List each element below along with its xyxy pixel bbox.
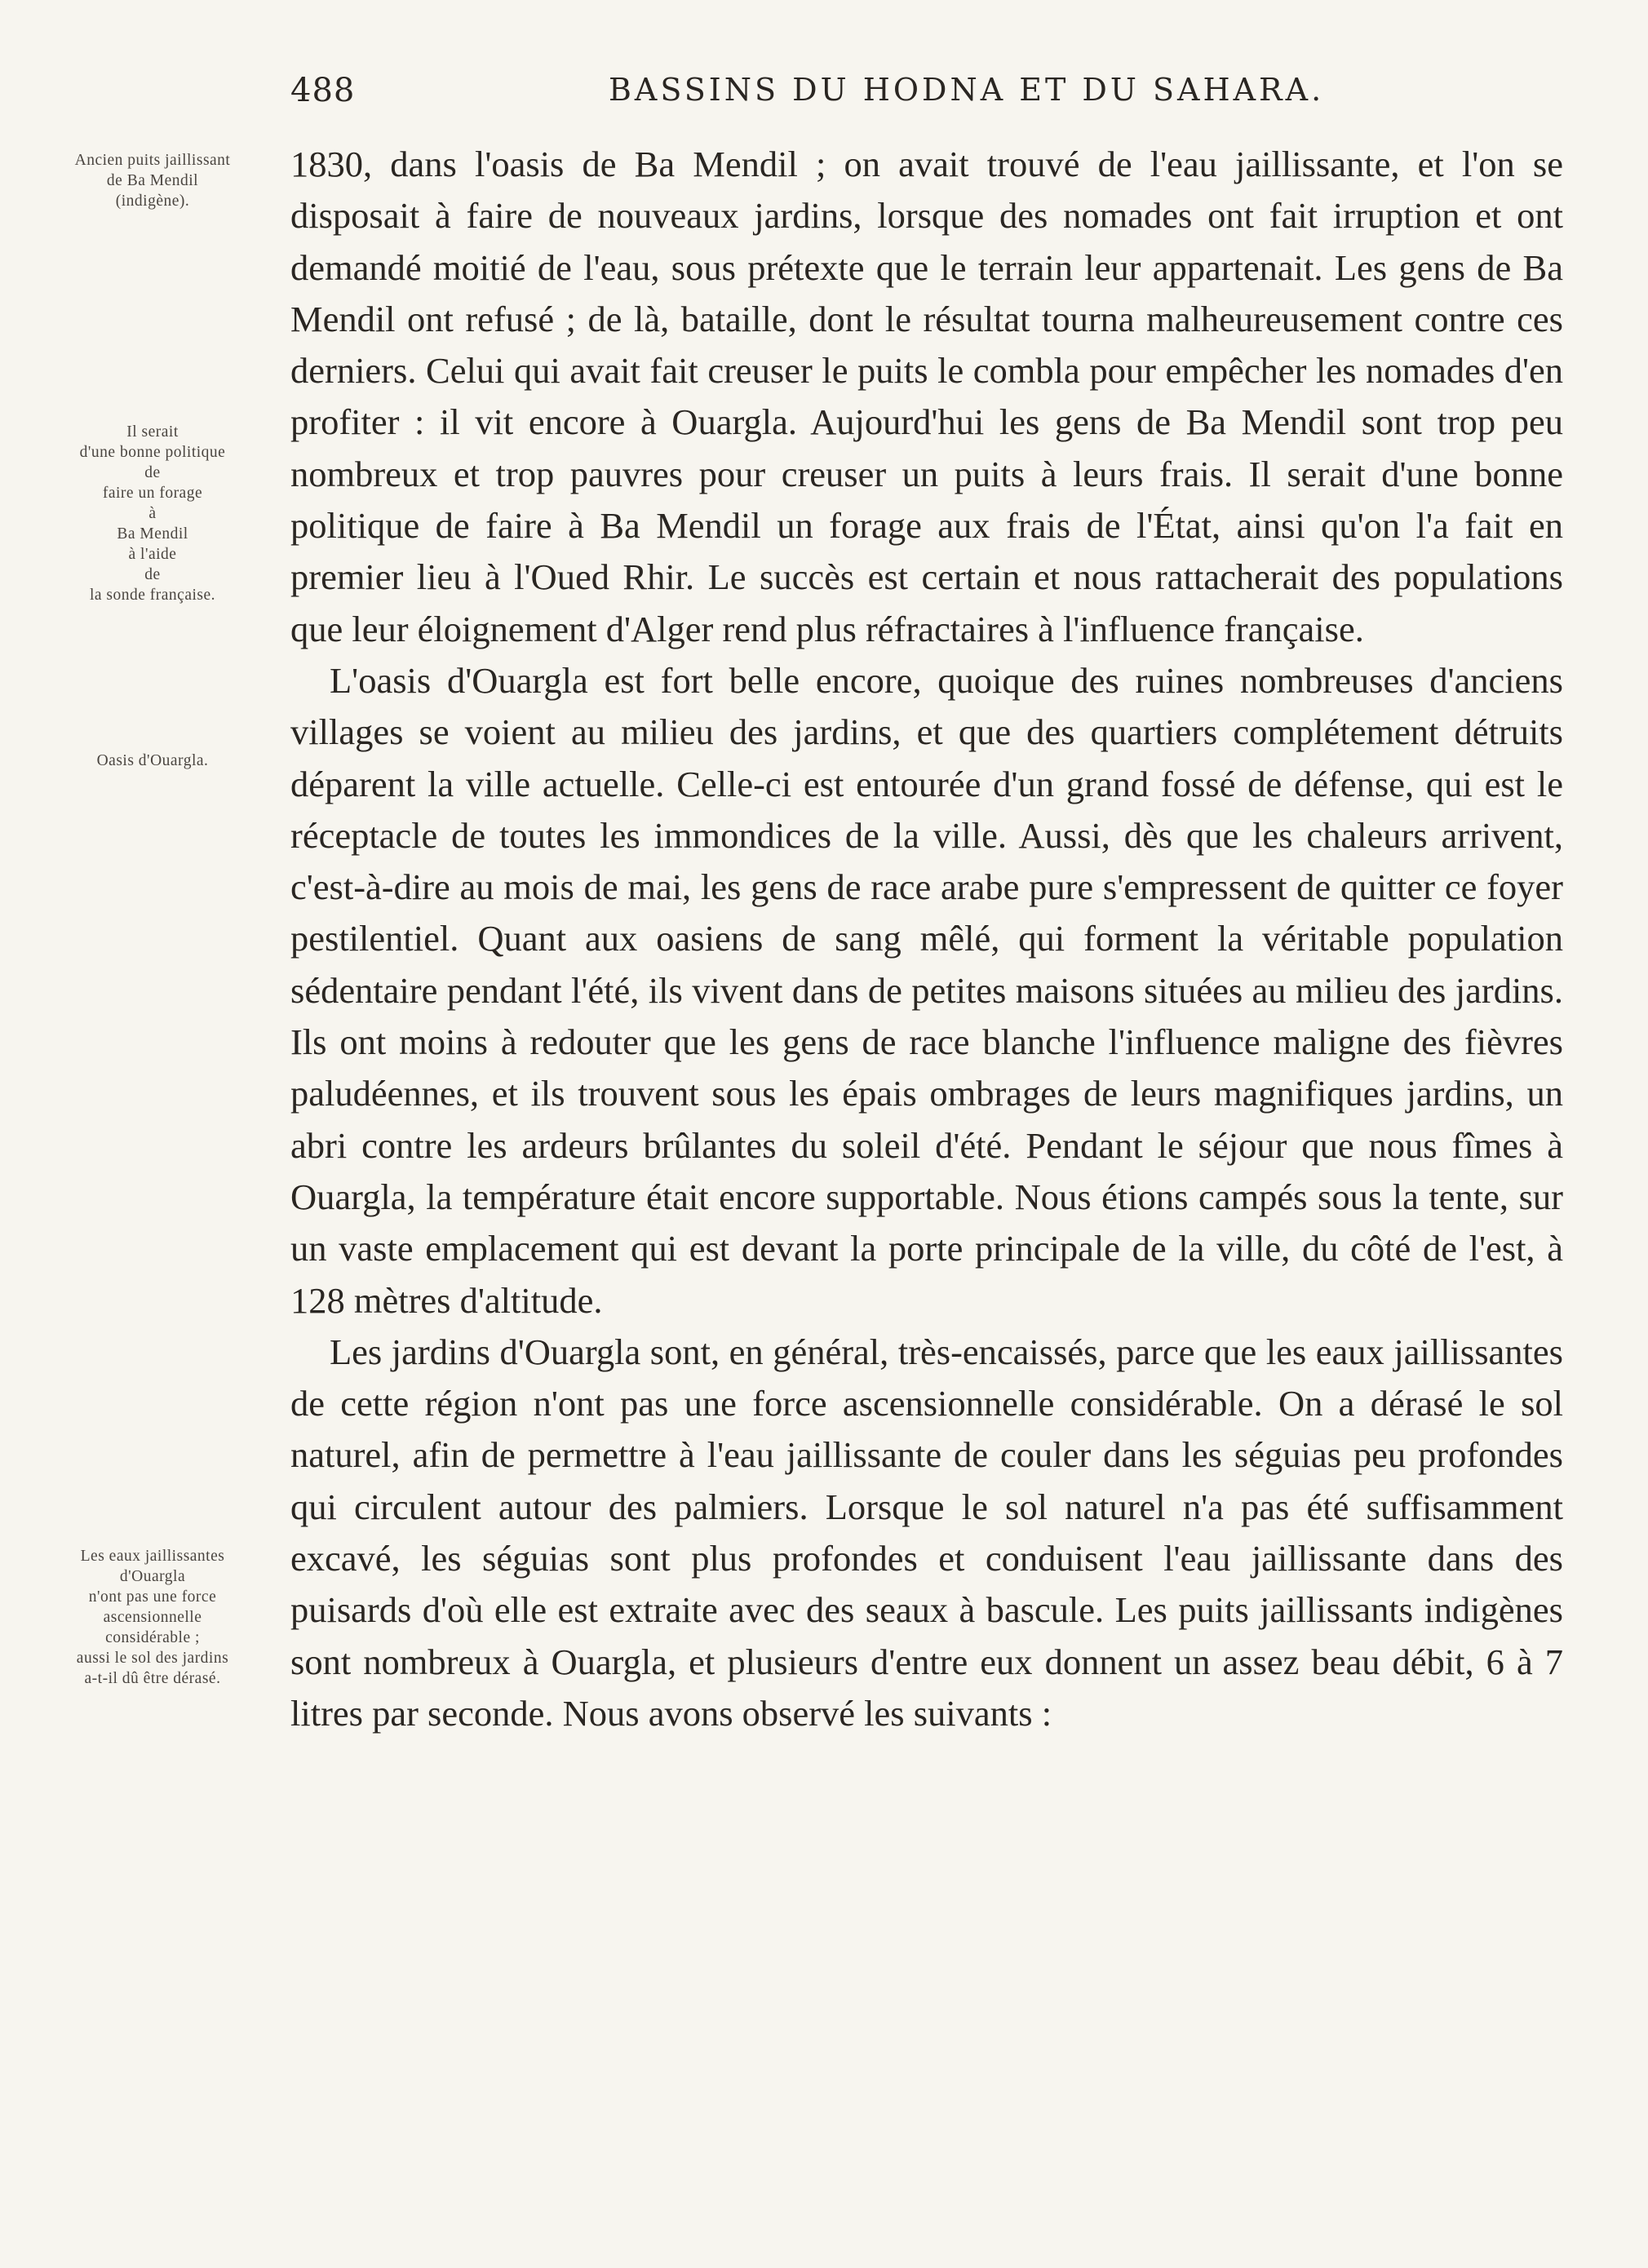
margin-note-line: d'une bonne politique [79, 444, 226, 461]
margin-note-line: (indigène). [115, 193, 190, 210]
margin-note-line: a-t-il dû être dérasé. [84, 1670, 221, 1687]
margin-note-line: Oasis d'Ouargla. [96, 752, 209, 769]
margin-note-line: Les eaux jaillissantes [80, 1548, 225, 1565]
paragraph-jardins-ouargla: Les jardins d'Ouargla sont, en général, très-encaissés, parce que les eaux jaillissantes de cette région n'ont pas une force ascensionnelle considérable. On a dérasé le sol naturel, afin de permettre à l'eau jaillissante de couler dans les séguias peu profondes qui circulent autour des palmiers. Lorsque le sol naturel n'a pas été suffisamment excavé, les séguias sont plus profondes et conduisent l'eau jaillissante dans des puisards d'où elle est extraite avec des seaux à bascule. Les puits jaillissants indigènes sont nombreux à Ouargla, et plusieurs d'entre eux donnent un assez beau débit, 6 à 7 litres par seconde. Nous avons observé les suivants : [290, 1331, 1563, 1734]
margin-note-line: de Ba Mendil [106, 172, 199, 189]
page-header [290, 72, 1573, 121]
margin-note-line: aussi le sol des jardins [76, 1650, 229, 1667]
margin-note-line: considérable ; [105, 1629, 200, 1646]
margin-note-line: ascensionnelle [103, 1609, 202, 1626]
margin-note-oasis-ouargla [42, 751, 263, 771]
margin-note-bonne-politique [42, 422, 263, 605]
margin-note-line: Il serait [126, 423, 179, 441]
page-number: 488 [290, 72, 356, 109]
margin-note-line: faire un forage [102, 485, 203, 502]
margin-note-eaux-jaillissantes [42, 1546, 263, 1689]
main-text [290, 139, 1563, 1739]
margin-note-line: n'ont pas une force [88, 1588, 217, 1606]
margin-note-line: de [144, 566, 161, 583]
margin-note-line: à [148, 505, 157, 522]
paragraph-ba-mendil: 1830, dans l'oasis de Ba Mendil ; on avait trouvé de l'eau jaillissante, et l'on se disposait à faire de nouveaux jardins, lorsque des nomades ont fait irruption et ont demandé moitié de l'eau, sous prétexte que le terrain leur appartenait. Les gens de Ba Mendil ont refusé ; de là, bataille, dont le résultat tourna malheureusement contre ces derniers. Celui qui avait fait creuser le puits le combla pour empêcher les nomades d'en profiter : il vit encore à Ouargla. Aujourd'hui les gens de Ba Mendil sont trop peu nombreux et trop pauvres pour creuser un puits à leurs frais. Il serait d'une bonne politique de faire à Ba Mendil un forage aux frais de l'État, ainsi qu'on l'a fait en premier lieu à l'Oued Rhir. Le succès est certain et nous rattacherait des populations que leur éloignement d'Alger rend plus réfractaires à l'influence française. [290, 144, 1563, 649]
margin-note-line: la sonde française. [89, 587, 216, 604]
margin-note-line: Ba Mendil [117, 525, 188, 543]
running-title: BASSINS DU HODNA ET DU SAHARA. [609, 72, 1325, 108]
margin-note-line: à l'aide [128, 546, 177, 563]
paragraph-oasis-ouargla: L'oasis d'Ouargla est fort belle encore, quoique des ruines nombreuses d'anciens villages se voient au milieu des jardins, et que des quartiers complétement détruits déparent la ville actuelle. Celle-ci est entourée d'un grand fossé de défense, qui est le réceptacle de toutes les immondices de la ville. Aussi, dès que les chaleurs arrivent, c'est-à-dire au mois de mai, les gens de race arabe pure s'empressent de quitter ce foyer pestilentiel. Quant aux oasiens de sang mêlé, qui forment la véritable population sédentaire pendant l'été, ils vivent dans de petites maisons situées au milieu des jardins. Ils ont moins à redouter que les gens de race blanche l'influence maligne des fièvres paludéennes, et ils trouvent sous les épais ombrages de leurs magnifiques jardins, un abri contre les ardeurs brûlantes du soleil d'été. Pendant le séjour que nous fîmes à Ouargla, la température était encore supportable. Nous étions campés sous la tente, sur un vaste emplacement qui est devant la porte principale de la ville, du côté de l'est, à 128 mètres d'altitude. [290, 659, 1563, 1321]
margin-note-line: Ancien puits jaillissant [74, 152, 231, 169]
margin-note-line: d'Ouargla [119, 1568, 186, 1585]
margin-note-ancien-puits [42, 150, 263, 211]
margin-note-line: de [144, 464, 161, 481]
